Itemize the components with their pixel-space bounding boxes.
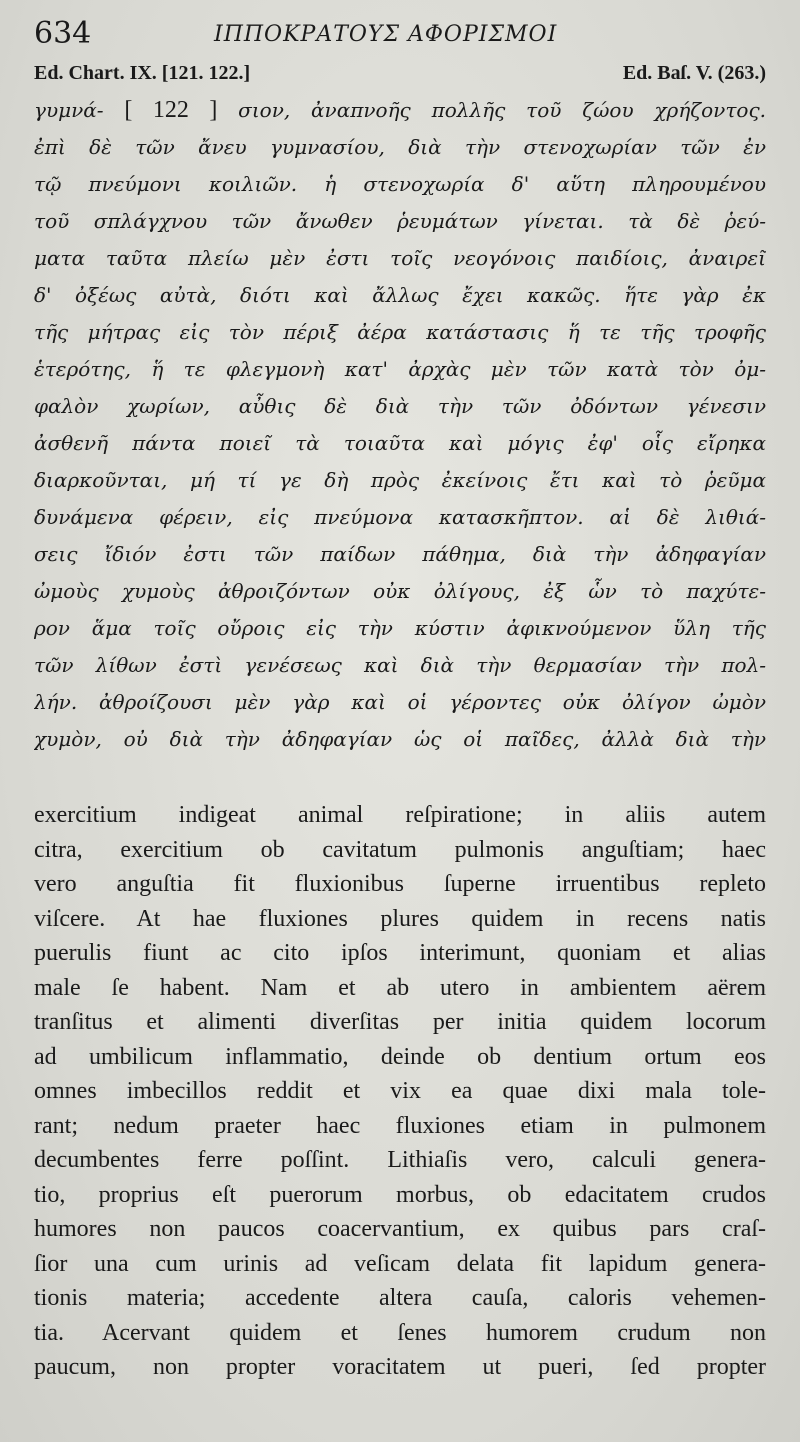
edition-basel-reference: Ed. Baſ. V. (263.): [622, 62, 766, 84]
greek-line: ἐπὶ δὲ τῶν ἄνευ γυμνασίου, διὰ τὴν στενοχωρίαν τῶν ἐν: [34, 135, 766, 159]
latin-line: tia. Acervant quidem et ſenes humorem crudum non: [34, 1319, 766, 1346]
greek-line: δυνάμενα φέρειν, εἰς πνεύμονα κατασκῆπτον. αἱ δὲ λιθιά-: [34, 505, 766, 529]
greek-line: διαρκοῦνται, μή τί γε δὴ πρὸς ἐκείνοις ἔτι καὶ τὸ ῥεῦμα: [34, 468, 766, 492]
greek-line: τῆς μήτρας εἰς τὸν πέριξ ἀέρα κατάστασις ἥ τε τῆς τροφῆς: [34, 320, 766, 344]
latin-line: ſior una cum urinis ad veſicam delata fit lapidum genera-: [34, 1250, 766, 1277]
greek-line: τῶν λίθων ἐστὶ γενέσεως καὶ διὰ τὴν θερμασίαν τὴν πολ-: [34, 653, 766, 677]
greek-line: ἑτερότης, ἥ τε φλεγμονὴ κατ' ἀρχὰς μὲν τῶν κατὰ τὸν ὀμ-: [34, 357, 766, 381]
page-number: 634: [34, 16, 92, 51]
greek-line: δ' ὀξέως αὐτὰ, διότι καὶ ἄλλως ἔχει κακῶς. ἥτε γὰρ ἐκ: [34, 283, 766, 307]
latin-line: viſcere. At hae fluxiones plures quidem in recens natis: [34, 905, 766, 932]
latin-line: rant; nedum praeter haec fluxiones etiam in pulmonem: [34, 1112, 766, 1139]
latin-line: decumbentes ferre poſſint. Lithiaſis vero, calculi genera-: [34, 1147, 766, 1173]
greek-line: τῷ πνεύμονι κοιλιῶν. ἡ στενοχωρία δ' αὕτη πληρουμένου: [34, 172, 766, 196]
greek-line: χυμὸν, οὐ διὰ τὴν ἀδηφαγίαν ὡς οἱ παῖδες, ἀλλὰ διὰ τὴν: [34, 727, 766, 751]
greek-line: λήν. ἀθροίζουσι μὲν γὰρ καὶ οἱ γέροντες οὐκ ὀλίγον ὠμὸν: [34, 690, 766, 714]
edition-reference-line: [34, 62, 766, 90]
latin-line: ad umbilicum inflammatio, deinde ob dentium ortum eos: [34, 1043, 766, 1070]
greek-line-start: γυμνά-: [34, 98, 125, 122]
greek-line: ἀσθενῆ πάντα ποιεῖ τὰ τοιαῦτα καὶ μόγις ἐφ' οἷς εἴρηκα: [34, 431, 766, 455]
latin-line: omnes imbecillos reddit et vix ea quae dixi mala tole-: [34, 1078, 766, 1104]
page-header: [34, 16, 766, 56]
latin-text-block: [34, 798, 766, 1385]
latin-line: tranſitus et alimenti diverſitas per initia quidem locorum: [34, 1009, 766, 1035]
latin-line: paucum, non propter voracitatem ut pueri, ſed propter: [34, 1354, 766, 1380]
greek-line: ρον ἅμα τοῖς οὔροις εἰς τὴν κύστιν ἀφικνούμενον ὕλη τῆς: [34, 616, 766, 640]
greek-line: ὠμοὺς χυμοὺς ἀθροιζόντων οὐκ ὀλίγους, ἐξ ὧν τὸ παχύτε-: [34, 579, 766, 603]
running-title: ΙΠΠΟΚΡΑΤΟΥΣ ΑΦΟΡΙΣΜΟΙ: [214, 22, 558, 47]
greek-text-block: [34, 92, 766, 758]
latin-line: humores non paucos coacervantium, ex quibus pars craſ-: [34, 1216, 766, 1242]
latin-line: puerulis fiunt ac cito ipſos interimunt, quoniam et alias: [34, 940, 766, 966]
latin-line: tio, proprius eſt puerorum morbus, ob edacitatem crudos: [34, 1181, 766, 1208]
greek-line-end: σιον, ἀναπνοῆς πολλῆς τοῦ ζώου χρήζοντος.: [217, 98, 766, 122]
greek-line: [34, 92, 766, 129]
latin-line: vero anguſtia fit fluxionibus ſuperne irruentibus repleto: [34, 871, 766, 897]
edition-chart-reference: Ed. Chart. IX. [121. 122.]: [34, 62, 251, 84]
greek-line: ματα ταῦτα πλείω μὲν ἐστι τοῖς νεογόνοις παιδίοις, ἀναιρεῖ: [34, 246, 766, 270]
greek-line: φαλὸν χωρίων, αὖθις δὲ διὰ τὴν τῶν ὀδόντων γένεσιν: [34, 394, 766, 418]
latin-line: exercitium indigeat animal reſpiratione; in aliis autem: [34, 802, 766, 828]
greek-line: τοῦ σπλάγχνου τῶν ἄνωθεν ῥευμάτων γίνεται. τὰ δὲ ῥεύ-: [34, 209, 766, 233]
latin-line: male ſe habent. Nam et ab utero in ambientem aërem: [34, 974, 766, 1001]
latin-line: citra, exercitium ob cavitatum pulmonis anguſtiam; haec: [34, 836, 766, 863]
latin-line: tionis materia; accedente altera cauſa, caloris vehemen-: [34, 1285, 766, 1311]
page-marker: [ 122 ]: [124, 97, 218, 123]
greek-line: σεις ἴδιόν ἐστι τῶν παίδων πάθημα, διὰ τὴν ἀδηφαγίαν: [34, 542, 766, 566]
